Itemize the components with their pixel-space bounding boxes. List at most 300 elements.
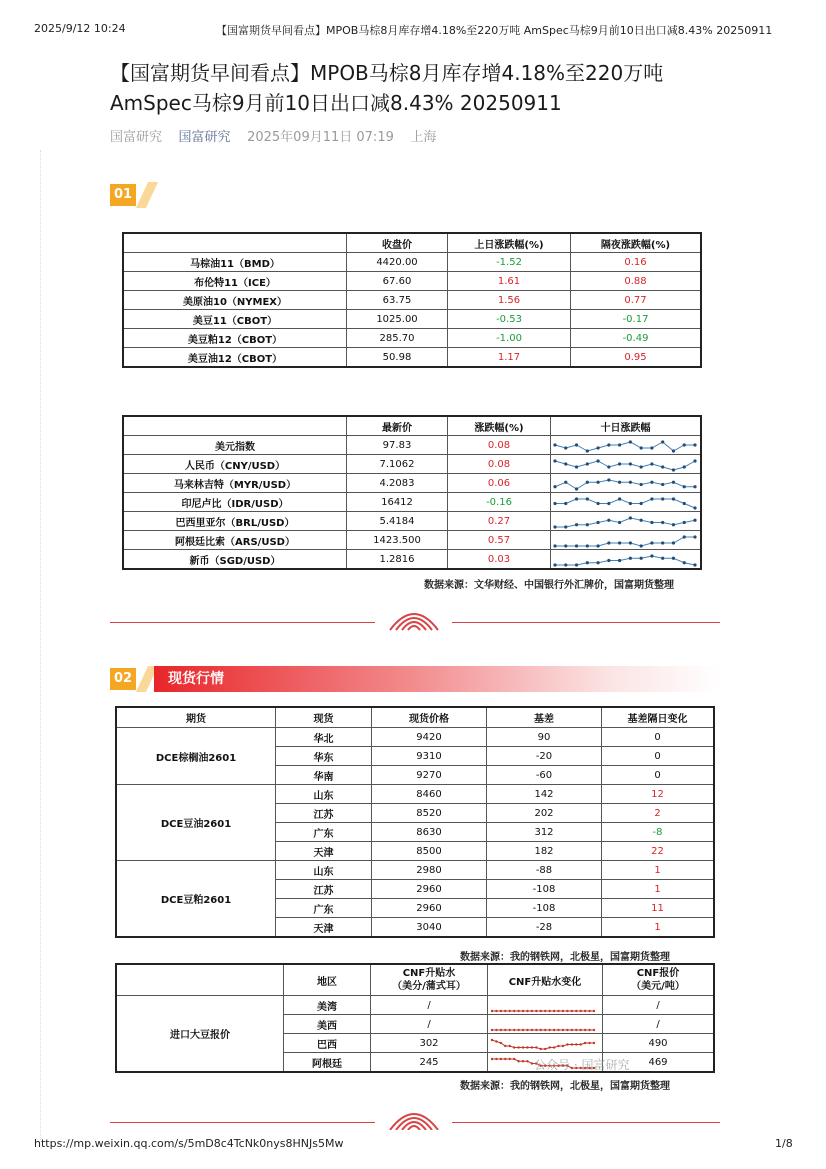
sparkline-point — [629, 462, 632, 465]
table-cell: 67.60 — [347, 272, 448, 291]
table-row — [117, 728, 714, 747]
author-name: 国富研究 — [110, 130, 163, 145]
sparkline-point — [661, 465, 664, 468]
sparkline-cell — [488, 1015, 603, 1034]
sparkline — [551, 513, 699, 530]
sparkline-point — [564, 462, 567, 465]
table-cell: -1.52 — [448, 253, 571, 272]
table-cell: 山东 — [276, 785, 372, 804]
table-row — [124, 531, 701, 550]
sparkline-cell — [551, 550, 701, 569]
sparkline-point — [495, 1028, 497, 1030]
cloud-ornament-icon — [388, 604, 440, 632]
print-datetime: 2025/9/12 10:24 — [34, 22, 126, 35]
sparkline-point — [640, 501, 643, 504]
table-cell: / — [371, 996, 488, 1015]
table-cell: -1.00 — [448, 329, 571, 348]
sparkline-point — [607, 465, 610, 468]
fx-table-body — [124, 436, 701, 569]
sparkline-point — [693, 563, 696, 566]
sparkline-point — [593, 1028, 595, 1030]
sparkline — [551, 437, 699, 454]
sparkline-point — [683, 501, 686, 504]
sparkline-point — [596, 520, 599, 523]
row-label: 马来林吉特（MYR/USD） — [124, 474, 347, 493]
table-cell: 0.57 — [448, 531, 551, 550]
sparkline-point — [535, 1009, 537, 1011]
sparkline-point — [607, 558, 610, 561]
account-link[interactable]: 国富研究 — [178, 130, 231, 145]
sparkline-point — [693, 459, 696, 462]
sparkline-point — [553, 1009, 555, 1011]
sparkline-cell — [551, 436, 701, 455]
sparkline-point — [672, 468, 675, 471]
sparkline-point — [575, 443, 578, 446]
row-label: 美豆油12（CBOT） — [124, 348, 347, 367]
table-cell: 巴西 — [284, 1034, 371, 1053]
sparkline-point — [522, 1046, 524, 1048]
sparkline-point — [495, 1057, 497, 1059]
sparkline-point — [526, 1009, 528, 1011]
basis-change-cell: 0 — [602, 766, 714, 785]
fx-source-note: 数据来源：文华财经、中国银行外汇牌价，国富期货整理 — [424, 580, 674, 591]
sparkline-cell — [551, 512, 701, 531]
sparkline-point — [629, 556, 632, 559]
section-01-stripe — [136, 182, 158, 208]
table-cell: 63.75 — [347, 291, 448, 310]
sparkline-point — [509, 1044, 511, 1046]
sparkline-point — [575, 1043, 577, 1045]
sparkline-point — [586, 544, 589, 547]
sparkline-point — [575, 1009, 577, 1011]
sparkline-point — [661, 482, 664, 485]
table-row — [117, 861, 714, 880]
sparkline-point — [491, 1038, 493, 1040]
header-cell: CNF升贴水变化 — [488, 965, 603, 996]
sparkline — [488, 1035, 598, 1052]
section-02-title: 现货行情 — [168, 671, 224, 687]
table-row — [124, 512, 701, 531]
sparkline-point — [557, 1028, 559, 1030]
group-label: DCE豆粕2601 — [117, 861, 276, 937]
sparkline-point — [553, 563, 556, 566]
table-cell: 华南 — [276, 766, 372, 785]
sparkline-point — [566, 1028, 568, 1030]
sparkline-point — [618, 480, 621, 483]
table-cell: 美湾 — [284, 996, 371, 1015]
row-label: 阿根廷比索（ARS/USD） — [124, 531, 347, 550]
table-row — [124, 310, 701, 329]
sparkline-point — [522, 1028, 524, 1030]
sparkline-point — [672, 523, 675, 526]
header-cell: 地区 — [284, 965, 371, 996]
basis-change-cell: 0 — [602, 747, 714, 766]
sparkline-point — [575, 465, 578, 468]
table-cell: 华东 — [276, 747, 372, 766]
sparkline-point — [491, 1057, 493, 1059]
table-cell: 天津 — [276, 842, 372, 861]
table-cell: 0.03 — [448, 550, 551, 569]
sparkline-point — [618, 558, 621, 561]
sparkline-point — [509, 1028, 511, 1030]
sparkline-point — [526, 1046, 528, 1048]
table-cell: -0.16 — [448, 493, 551, 512]
table-cell: -0.17 — [571, 310, 701, 329]
sparkline-point — [504, 1009, 506, 1011]
sparkline-point — [618, 443, 621, 446]
header-cell: 隔夜涨跌幅(%) — [571, 234, 701, 253]
sparkline-point — [579, 1028, 581, 1030]
table-header-row — [124, 234, 701, 253]
section-02-badge: 02 — [110, 668, 136, 690]
table-cell: 1025.00 — [347, 310, 448, 329]
sparkline-point — [564, 525, 567, 528]
row-label: 人民币（CNY/USD） — [124, 455, 347, 474]
sparkline-point — [562, 1044, 564, 1046]
sparkline-point — [650, 497, 653, 500]
sparkline-point — [683, 485, 686, 488]
print-url: https://mp.weixin.qq.com/s/5mD8c4TcNk0nys8HNJs5Mw — [34, 1137, 344, 1150]
sparkline-point — [575, 487, 578, 490]
sparkline-point — [672, 497, 675, 500]
sparkline-cell — [551, 455, 701, 474]
table-row — [124, 550, 701, 569]
sparkline-point — [517, 1060, 519, 1062]
sparkline — [488, 1016, 598, 1033]
basis-change-cell: 12 — [602, 785, 714, 804]
sparkline-point — [553, 485, 556, 488]
sparkline-point — [683, 520, 686, 523]
table-cell: 0.16 — [571, 253, 701, 272]
sparkline-point — [596, 459, 599, 462]
header-cell — [124, 234, 347, 253]
sparkline-point — [544, 1028, 546, 1030]
sparkline-point — [618, 520, 621, 523]
print-tab-title: 【国富期货早间看点】MPOB马棕8月库存增4.18%至220万吨 AmSpec马棕9月前10日出口减8.43% 20250911 — [216, 24, 773, 37]
sparkline-point — [693, 443, 696, 446]
header-cell: 期货 — [117, 708, 276, 728]
table-cell: 142 — [487, 785, 602, 804]
sparkline-point — [588, 1041, 590, 1043]
sparkline-point — [553, 459, 556, 462]
sparkline-point — [584, 1041, 586, 1043]
divider-right — [452, 1122, 720, 1123]
sparkline-point — [531, 1062, 533, 1064]
spot-table-body — [117, 728, 714, 937]
sparkline-cell — [488, 996, 603, 1015]
sparkline-point — [693, 506, 696, 509]
row-label: 美原油10（NYMEX） — [124, 291, 347, 310]
table-cell: 2980 — [372, 861, 487, 880]
table-cell: -20 — [487, 747, 602, 766]
sparkline-point — [553, 1046, 555, 1048]
left-guide-line — [40, 150, 41, 1140]
sparkline-point — [553, 1028, 555, 1030]
sparkline-point — [500, 1057, 502, 1059]
basis-change-cell: 1 — [602, 918, 714, 937]
basis-change-cell: 22 — [602, 842, 714, 861]
table-cell: 312 — [487, 823, 602, 842]
table-cell: 8460 — [372, 785, 487, 804]
sparkline-point — [672, 541, 675, 544]
sparkline-point — [557, 1044, 559, 1046]
header-cell: 基差 — [487, 708, 602, 728]
sparkline-point — [575, 1028, 577, 1030]
table-row — [124, 329, 701, 348]
table-cell: -28 — [487, 918, 602, 937]
sparkline-point — [650, 446, 653, 449]
sparkline-point — [683, 443, 686, 446]
header-cell: 基差隔日变化 — [602, 708, 714, 728]
table-cell: 山东 — [276, 861, 372, 880]
table-cell: 4420.00 — [347, 253, 448, 272]
divider-left — [110, 622, 375, 623]
sparkline — [551, 475, 699, 492]
row-label: 美豆粕12（CBOT） — [124, 329, 347, 348]
table-cell: 90 — [487, 728, 602, 747]
sparkline-point — [607, 541, 610, 544]
sparkline — [551, 532, 699, 549]
table-row — [124, 291, 701, 310]
sparkline-point — [607, 478, 610, 481]
sparkline-point — [650, 520, 653, 523]
sparkline-point — [491, 1028, 493, 1030]
sparkline-cell — [551, 474, 701, 493]
sparkline-point — [504, 1057, 506, 1059]
table-cell: -88 — [487, 861, 602, 880]
table-cell: 490 — [603, 1034, 714, 1053]
table-header-row — [117, 965, 714, 996]
section-02-banner — [154, 666, 720, 692]
sparkline-cell — [551, 531, 701, 550]
basis-change-cell: 1 — [602, 880, 714, 899]
sparkline-point — [517, 1028, 519, 1030]
table-cell: 182 — [487, 842, 602, 861]
sparkline-point — [586, 462, 589, 465]
sparkline-point — [618, 462, 621, 465]
table-cell: 4.2083 — [347, 474, 448, 493]
sparkline-point — [513, 1009, 515, 1011]
sparkline-point — [640, 518, 643, 521]
sparkline-point — [495, 1009, 497, 1011]
cloud-ornament-icon — [388, 1104, 440, 1130]
table-row — [124, 348, 701, 367]
sparkline-point — [596, 501, 599, 504]
basis-change-cell: 1 — [602, 861, 714, 880]
table-cell: 7.1062 — [347, 455, 448, 474]
sparkline-point — [562, 1009, 564, 1011]
sparkline-point — [513, 1028, 515, 1030]
sparkline-point — [596, 446, 599, 449]
row-label: 美元指数 — [124, 436, 347, 455]
table-cell: 9310 — [372, 747, 487, 766]
header-cell: 涨跌幅(%) — [448, 417, 551, 436]
article-meta — [110, 126, 436, 145]
sparkline-point — [618, 541, 621, 544]
sparkline-point — [531, 1046, 533, 1048]
table-cell: 3040 — [372, 918, 487, 937]
sparkline-point — [571, 1043, 573, 1045]
sparkline-point — [618, 497, 621, 500]
table-cell: / — [603, 996, 714, 1015]
soy-source-note: 数据来源：我的钢铁网，北极星，国富期货整理 — [460, 1081, 670, 1092]
table-cell: 1423.500 — [347, 531, 448, 550]
row-label: 美豆11（CBOT） — [124, 310, 347, 329]
watermark-text: 公众号 · 国富研究 — [534, 1058, 630, 1072]
table-cell: 1.2816 — [347, 550, 448, 569]
sparkline-point — [571, 1028, 573, 1030]
sparkline — [551, 456, 699, 473]
table-cell: 245 — [371, 1053, 488, 1072]
fx-table — [123, 416, 701, 569]
sparkline-point — [629, 516, 632, 519]
group-label: DCE豆油2601 — [117, 785, 276, 861]
sparkline-point — [683, 465, 686, 468]
table-header-row — [117, 708, 714, 728]
table-cell: 8630 — [372, 823, 487, 842]
sparkline-point — [504, 1028, 506, 1030]
sparkline-point — [607, 518, 610, 521]
sparkline-point — [544, 1009, 546, 1011]
sparkline-point — [607, 443, 610, 446]
sparkline-point — [491, 1009, 493, 1011]
sparkline-point — [661, 541, 664, 544]
sparkline-point — [566, 1043, 568, 1045]
sparkline-cell — [551, 493, 701, 512]
table-row — [124, 436, 701, 455]
header-cell: 现货 — [276, 708, 372, 728]
table-cell: 广东 — [276, 823, 372, 842]
table-cell: / — [371, 1015, 488, 1034]
futures-table-body — [124, 253, 701, 367]
table-row — [124, 272, 701, 291]
table-row — [117, 996, 714, 1015]
sparkline-point — [584, 1009, 586, 1011]
sparkline-point — [661, 440, 664, 443]
table-row — [117, 785, 714, 804]
table-cell: 阿根廷 — [284, 1053, 371, 1072]
group-label: DCE棕榈油2601 — [117, 728, 276, 785]
table-cell: -60 — [487, 766, 602, 785]
sparkline-point — [579, 1043, 581, 1045]
sparkline-point — [553, 443, 556, 446]
sparkline-point — [571, 1009, 573, 1011]
publish-date: 2025年09月11日 07:19 — [247, 130, 394, 145]
table-cell: -0.53 — [448, 310, 571, 329]
sparkline-point — [557, 1009, 559, 1011]
sparkline-point — [522, 1009, 524, 1011]
sparkline-point — [564, 544, 567, 547]
sparkline-point — [650, 480, 653, 483]
sparkline-point — [640, 556, 643, 559]
sparkline-point — [650, 462, 653, 465]
table-cell: / — [603, 1015, 714, 1034]
article-title: 【国富期货早间看点】MPOB马棕8月库存增4.18%至220万吨 AmSpec马棕9月前10日出口减8.43% 20250911 — [110, 61, 664, 115]
row-label: 巴西里亚尔（BRL/USD） — [124, 512, 347, 531]
table-cell: 江苏 — [276, 880, 372, 899]
sparkline-point — [535, 1046, 537, 1048]
sparkline-point — [586, 561, 589, 564]
header-cell: 十日涨跌幅 — [551, 417, 701, 436]
group-label: 进口大豆报价 — [117, 996, 284, 1072]
sparkline-point — [650, 541, 653, 544]
sparkline-point — [607, 501, 610, 504]
sparkline-point — [640, 446, 643, 449]
sparkline-point — [531, 1028, 533, 1030]
table-cell: 0.06 — [448, 474, 551, 493]
sparkline — [488, 997, 598, 1014]
sparkline-point — [593, 1009, 595, 1011]
sparkline-point — [500, 1009, 502, 1011]
sparkline-point — [584, 1028, 586, 1030]
table-cell: 0.88 — [571, 272, 701, 291]
sparkline-point — [513, 1046, 515, 1048]
table-cell: 302 — [371, 1034, 488, 1053]
print-page-number: 1/8 — [775, 1137, 793, 1150]
header-cell: 最新价 — [347, 417, 448, 436]
table-cell: 97.83 — [347, 436, 448, 455]
sparkline-point — [553, 525, 556, 528]
sparkline-point — [640, 482, 643, 485]
table-cell: 8500 — [372, 842, 487, 861]
sparkline-point — [562, 1028, 564, 1030]
header-cell: CNF报价 （美元/吨） — [603, 965, 714, 996]
sparkline-point — [575, 523, 578, 526]
header-cell: 上日涨跌幅(%) — [448, 234, 571, 253]
table-cell: 广东 — [276, 899, 372, 918]
sparkline-point — [629, 480, 632, 483]
table-cell: 江苏 — [276, 804, 372, 823]
table-cell: 469 — [603, 1053, 714, 1072]
sparkline-point — [661, 556, 664, 559]
header-cell: 现货价格 — [372, 708, 487, 728]
sparkline-point — [596, 480, 599, 483]
sparkline-point — [535, 1028, 537, 1030]
sparkline-point — [526, 1060, 528, 1062]
sparkline-point — [531, 1009, 533, 1011]
sparkline-point — [629, 541, 632, 544]
sparkline-point — [540, 1047, 542, 1049]
table-cell: 5.4184 — [347, 512, 448, 531]
sparkline-point — [672, 449, 675, 452]
sparkline — [551, 494, 699, 511]
sparkline-point — [640, 544, 643, 547]
sparkline-point — [693, 485, 696, 488]
sparkline-point — [575, 497, 578, 500]
sparkline-point — [517, 1009, 519, 1011]
section-01-badge: 01 — [110, 184, 136, 206]
table-cell: 华北 — [276, 728, 372, 747]
table-cell: 2960 — [372, 899, 487, 918]
sparkline-point — [517, 1046, 519, 1048]
table-cell: 285.70 — [347, 329, 448, 348]
sparkline-point — [588, 1028, 590, 1030]
row-label: 新币（SGD/USD） — [124, 550, 347, 569]
sparkline-point — [513, 1057, 515, 1059]
basis-change-cell: 2 — [602, 804, 714, 823]
sparkline-point — [526, 1028, 528, 1030]
sparkline-point — [564, 446, 567, 449]
table-row — [124, 474, 701, 493]
table-cell: -108 — [487, 880, 602, 899]
sparkline-point — [683, 561, 686, 564]
sparkline-point — [553, 544, 556, 547]
row-label: 布伦特11（ICE） — [124, 272, 347, 291]
sparkline-point — [564, 480, 567, 483]
divider-right — [452, 622, 720, 623]
sparkline-point — [693, 518, 696, 521]
sparkline-point — [661, 497, 664, 500]
